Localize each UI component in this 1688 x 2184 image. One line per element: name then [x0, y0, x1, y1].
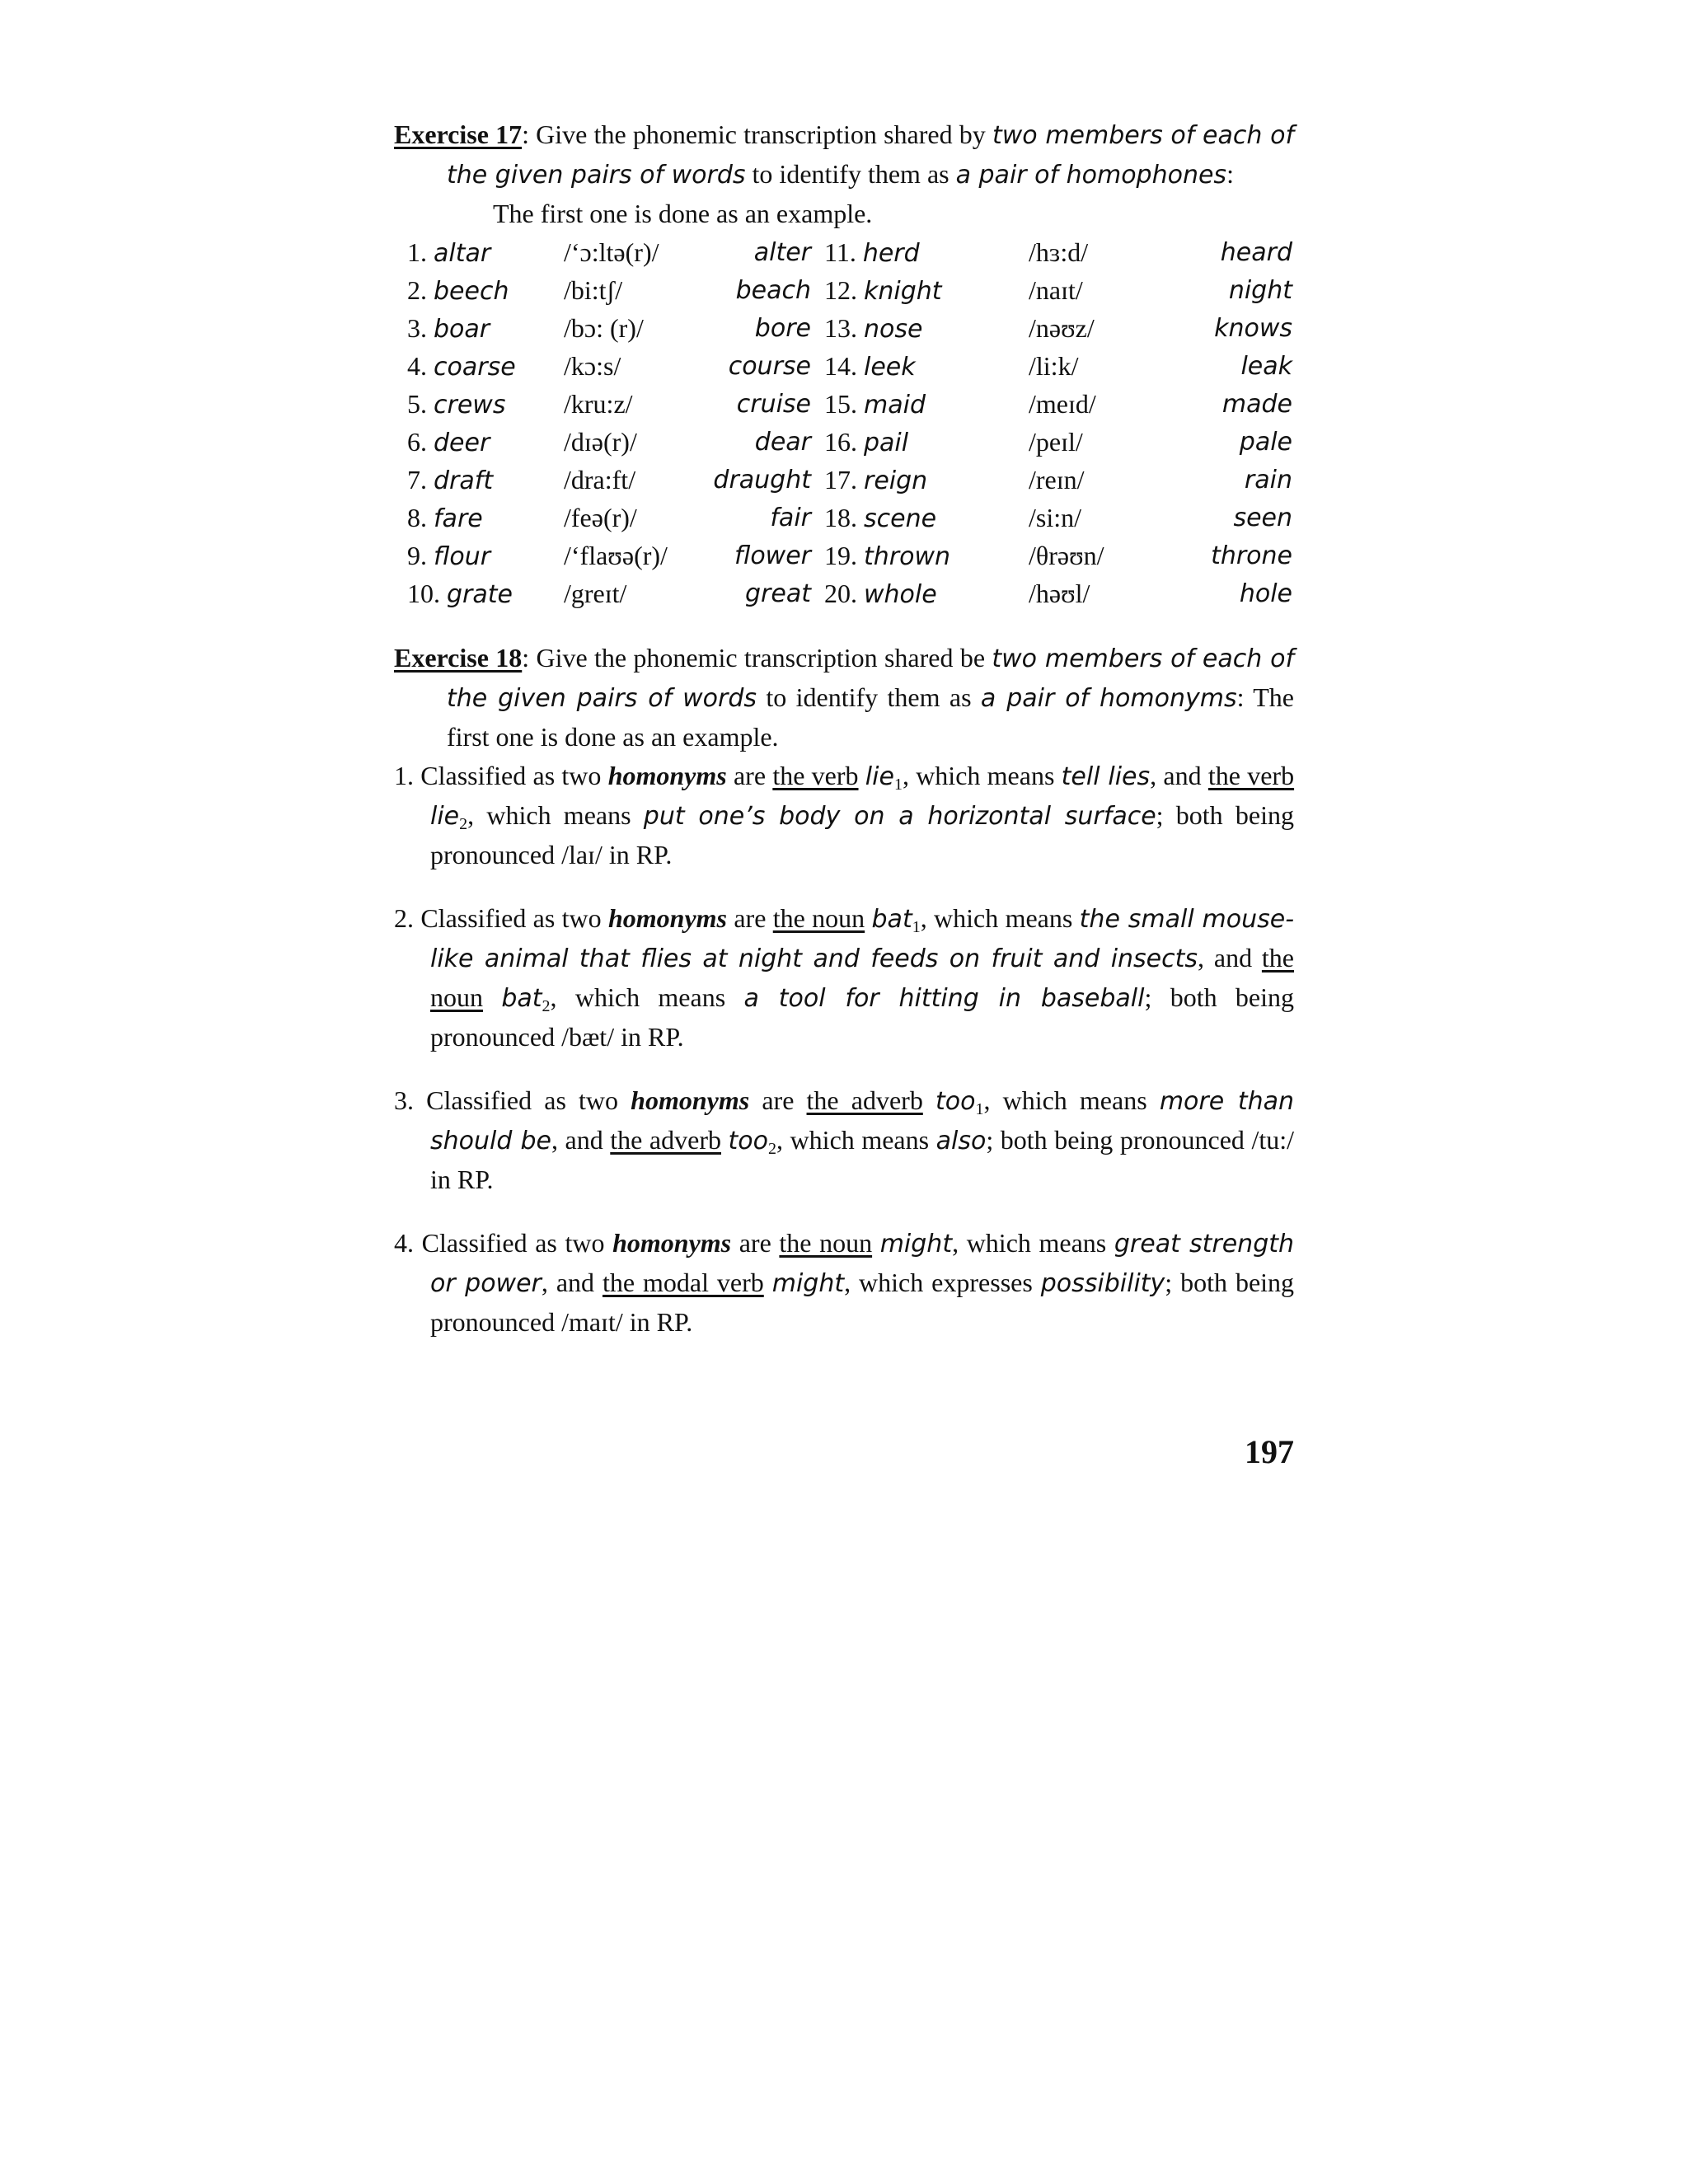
homophone-table: [394, 233, 1294, 621]
homonym-item: [394, 757, 1294, 874]
pair-right-cell: [824, 574, 937, 614]
homophone-word: night: [1228, 276, 1292, 305]
meaning-text: more than should be: [430, 1087, 1295, 1155]
pair-number: 19.: [824, 541, 857, 570]
phonemic-transcription: /kru:z/: [564, 389, 633, 419]
item-number: 1.: [394, 761, 414, 790]
homophone-word: throne: [1211, 541, 1292, 570]
pair-number: 8.: [407, 503, 427, 532]
item-text: , which means: [952, 1228, 1114, 1258]
colon: :: [522, 643, 530, 673]
exercise-17-heading: Exercise 17: [394, 120, 523, 149]
exercise-18-items: [394, 757, 1294, 1342]
word-class-label: the noun: [779, 1228, 873, 1258]
homophone-word: altar: [434, 239, 491, 268]
phonemic-transcription: /naɪt/: [1029, 275, 1083, 305]
homophone-word: seen: [1233, 504, 1292, 532]
instruction-emphasis: two members of each of the given pairs of words: [447, 644, 1295, 713]
homophone-word: deer: [434, 429, 490, 457]
phonemic-transcription: /reɪn/: [1029, 465, 1085, 494]
homonym-item: [394, 1224, 1294, 1342]
item-text: ; both being pronounced /bæt/ in RP.: [430, 982, 1294, 1052]
space: [859, 761, 865, 790]
table-row: [394, 461, 1294, 499]
meaning-text: tell lies: [1061, 762, 1151, 791]
pair-number: 14.: [824, 351, 857, 381]
space: [721, 1125, 729, 1155]
pair-left-cell: [407, 461, 493, 500]
keyword-homonyms: homonyms: [607, 903, 727, 933]
pair-number: 20.: [824, 579, 857, 608]
homophone-word: pale: [1239, 428, 1292, 457]
phonemic-transcription: /θrəʊn/: [1029, 541, 1104, 570]
item-text: , and: [541, 1268, 603, 1297]
item-text: ; both being pronounced /laɪ/ in RP.: [430, 800, 1295, 869]
item-number: 4.: [394, 1228, 414, 1258]
item-text: , and: [551, 1125, 611, 1155]
homophone-word: crews: [434, 391, 506, 419]
instruction-text: to identify them as: [745, 159, 956, 189]
pair-number: 13.: [824, 313, 857, 343]
item-number: 3.: [394, 1085, 414, 1115]
meaning-text: great strength or power: [430, 1230, 1295, 1298]
homonym-item: [394, 899, 1294, 1057]
item-text: ; both being pronounced /maɪt/ in RP.: [430, 1268, 1295, 1337]
word-class-label: the verb: [772, 761, 859, 790]
item-text: are: [749, 1085, 807, 1115]
homophone-word: fair: [770, 504, 811, 532]
homonym-word: too: [728, 1127, 769, 1155]
instruction-emphasis: a pair of homonyms: [980, 684, 1237, 713]
homophone-word: maid: [864, 391, 926, 419]
table-row: [394, 271, 1294, 310]
homonym-word: too: [935, 1087, 976, 1116]
word-class-label: the adverb: [610, 1125, 721, 1155]
homonym-item: [394, 1081, 1294, 1199]
homonym-subscript: 2: [459, 815, 468, 833]
pair-number: 4.: [407, 351, 427, 381]
exercise-17-instructions: [394, 115, 1294, 194]
pair-number: 11.: [824, 237, 856, 267]
item-text: , which means: [467, 800, 644, 830]
item-text: Classified as two: [414, 1085, 631, 1115]
pair-number: 12.: [824, 275, 857, 305]
word-class-label: the noun: [430, 943, 1294, 1012]
homophone-word: coarse: [434, 353, 516, 382]
homophone-word: scene: [864, 504, 937, 533]
homophone-word: pail: [864, 429, 909, 457]
pair-left-cell: [407, 233, 490, 273]
table-row: [394, 423, 1294, 462]
keyword-homonyms: homonyms: [612, 1228, 732, 1258]
table-row: [394, 537, 1294, 575]
homophone-word: rain: [1244, 466, 1292, 494]
pair-right-cell: [824, 461, 927, 500]
space: [872, 1228, 880, 1258]
homophone-word: leek: [864, 353, 916, 382]
word-class-label: the verb: [1207, 761, 1295, 790]
pair-right-cell: [824, 347, 916, 387]
item-text: Classified as two: [414, 903, 608, 933]
item-text: are: [726, 761, 773, 790]
table-row: [394, 574, 1294, 613]
space: [923, 1085, 935, 1115]
instruction-text: Give the phonemic transcription shared be: [529, 643, 992, 673]
homophone-word: draft: [434, 466, 494, 495]
homophone-word: reign: [864, 466, 928, 495]
page-content: [394, 115, 1294, 1342]
pair-right-cell: [824, 271, 942, 311]
item-text: , which means: [776, 1125, 936, 1155]
meaning-text: also: [935, 1127, 987, 1155]
homonym-subscript: 1: [912, 918, 921, 936]
homophone-word: fare: [434, 504, 483, 533]
homophone-word: grate: [447, 580, 513, 609]
pair-number: 2.: [407, 275, 427, 305]
homophone-word: draught: [713, 466, 811, 494]
homophone-word: dear: [754, 428, 811, 457]
phonemic-transcription: /meɪd/: [1029, 389, 1096, 419]
item-text: , and: [1150, 761, 1208, 790]
table-row: [394, 347, 1294, 386]
keyword-homonyms: homonyms: [607, 761, 727, 790]
item-text: are: [727, 903, 773, 933]
phonemic-transcription: /bi:tʃ/: [564, 275, 623, 305]
page-number: 197: [1245, 1433, 1294, 1470]
pair-number: 6.: [407, 427, 427, 457]
item-text: , which expresses: [844, 1268, 1041, 1297]
phonemic-transcription: /bɔ: (r)/: [564, 313, 644, 343]
pair-number: 9.: [407, 541, 427, 570]
colon: :: [522, 120, 529, 149]
pair-right-cell: [824, 233, 920, 273]
instruction-emphasis: a pair of homophones: [955, 161, 1227, 190]
item-text: Classified as two: [414, 1228, 613, 1258]
item-text: , which means: [550, 982, 744, 1012]
meaning-text: the small mouse-like animal that flies at night and feeds on fruit and insects: [430, 905, 1295, 973]
item-text: , which means: [983, 1085, 1160, 1115]
phonemic-transcription: /həʊl/: [1029, 579, 1090, 608]
homonym-word: might: [879, 1230, 953, 1258]
pair-left-cell: [407, 574, 513, 614]
homonym-subscript: 2: [768, 1140, 777, 1158]
homophone-word: nose: [864, 315, 923, 344]
word-class-label: the modal verb: [602, 1268, 764, 1297]
keyword-homonyms: homonyms: [631, 1085, 750, 1115]
item-number: 2.: [394, 903, 414, 933]
space: [483, 982, 501, 1012]
pair-left-cell: [407, 271, 509, 311]
pair-number: 15.: [824, 389, 857, 419]
phonemic-transcription: /dɪə(r)/: [564, 427, 637, 457]
item-text: , which means: [902, 761, 1062, 790]
instruction-text: Give the phonemic transcription shared by: [529, 120, 992, 149]
phonemic-transcription: /kɔ:s/: [564, 351, 621, 381]
phonemic-transcription: /si:n/: [1029, 503, 1082, 532]
pair-left-cell: [407, 385, 505, 424]
homophone-word: bore: [754, 314, 811, 343]
phonemic-transcription: /dra:ft/: [564, 465, 636, 494]
space: [865, 903, 871, 933]
meaning-text: a tool for hitting in baseball: [743, 984, 1145, 1013]
pair-right-cell: [824, 423, 908, 462]
meaning-text: possibility: [1040, 1269, 1165, 1298]
table-row: [394, 233, 1294, 272]
pair-left-cell: [407, 423, 490, 462]
pair-right-cell: [824, 309, 922, 349]
homophone-word: knows: [1214, 314, 1292, 343]
space: [764, 1268, 772, 1297]
pair-number: 10.: [407, 579, 440, 608]
table-row: [394, 309, 1294, 348]
pair-left-cell: [407, 537, 490, 576]
homophone-word: flower: [734, 541, 811, 570]
homophone-word: course: [728, 352, 811, 381]
pair-number: 17.: [824, 465, 857, 494]
pair-left-cell: [407, 347, 516, 387]
exercise-18-heading: Exercise 18: [394, 643, 523, 673]
pair-number: 18.: [824, 503, 857, 532]
pair-number: 5.: [407, 389, 427, 419]
instruction-text: : The first one is done as an example.: [447, 682, 1295, 752]
homophone-word: leak: [1240, 352, 1292, 381]
homonym-subscript: 1: [893, 776, 903, 794]
homonym-word: might: [771, 1269, 845, 1298]
item-text: Classified as two: [414, 761, 608, 790]
homonym-word: lie: [430, 802, 460, 831]
homonym-subscript: 2: [542, 997, 551, 1015]
homophone-word: flour: [434, 542, 491, 571]
phonemic-transcription: /‘flaʊə(r)/: [564, 541, 668, 570]
homophone-word: hole: [1239, 579, 1292, 608]
homophone-word: knight: [864, 277, 942, 306]
item-text: are: [731, 1228, 780, 1258]
phonemic-transcription: /nəʊz/: [1029, 313, 1095, 343]
homophone-word: alter: [753, 238, 811, 267]
phonemic-transcription: /feə(r)/: [564, 503, 637, 532]
phonemic-transcription: /hɜ:d/: [1029, 237, 1089, 267]
pair-number: 3.: [407, 313, 427, 343]
pair-right-cell: [824, 499, 936, 538]
instruction-text: to identify them as: [757, 682, 981, 712]
phonemic-transcription: /peɪl/: [1029, 427, 1083, 457]
table-row: [394, 499, 1294, 537]
homonym-word: bat: [501, 984, 542, 1013]
homophone-word: great: [745, 579, 811, 608]
pair-left-cell: [407, 499, 483, 538]
exercise-17-note: The first one is done as an example.: [493, 199, 873, 228]
homonym-subscript: 1: [975, 1100, 984, 1118]
homophone-word: beech: [434, 277, 509, 306]
pair-number: 1.: [407, 237, 427, 267]
homonym-word: bat: [871, 905, 912, 934]
homonym-word: lie: [865, 762, 894, 791]
table-row: [394, 385, 1294, 424]
exercise-18-instructions: [394, 639, 1294, 757]
meaning-text: put one’s body on a horizontal surface: [643, 802, 1156, 831]
phonemic-transcription: /‘ɔ:ltə(r)/: [564, 237, 659, 267]
homophone-word: made: [1221, 390, 1292, 419]
homophone-word: beach: [735, 276, 811, 305]
instruction-emphasis: two members of each of the given pairs of words: [447, 121, 1295, 190]
homophone-word: boar: [434, 315, 490, 344]
homophone-word: herd: [862, 239, 920, 268]
phonemic-transcription: /greɪt/: [564, 579, 627, 608]
word-class-label: the adverb: [806, 1085, 923, 1115]
pair-number: 7.: [407, 465, 427, 494]
phonemic-transcription: /li:k/: [1029, 351, 1079, 381]
item-text: , and: [1198, 943, 1262, 972]
homophone-word: heard: [1220, 238, 1292, 267]
pair-right-cell: [824, 537, 950, 576]
pair-right-cell: [824, 385, 926, 424]
instruction-text: :: [1226, 159, 1234, 189]
item-text: ; both being pronounced /tu:/ in RP.: [430, 1125, 1294, 1194]
item-text: , which means: [920, 903, 1080, 933]
homophone-word: thrown: [864, 542, 951, 571]
pair-left-cell: [407, 309, 490, 349]
word-class-label: the noun: [772, 903, 865, 933]
homophone-word: cruise: [736, 390, 811, 419]
pair-number: 16.: [824, 427, 857, 457]
homophone-word: whole: [864, 580, 937, 609]
